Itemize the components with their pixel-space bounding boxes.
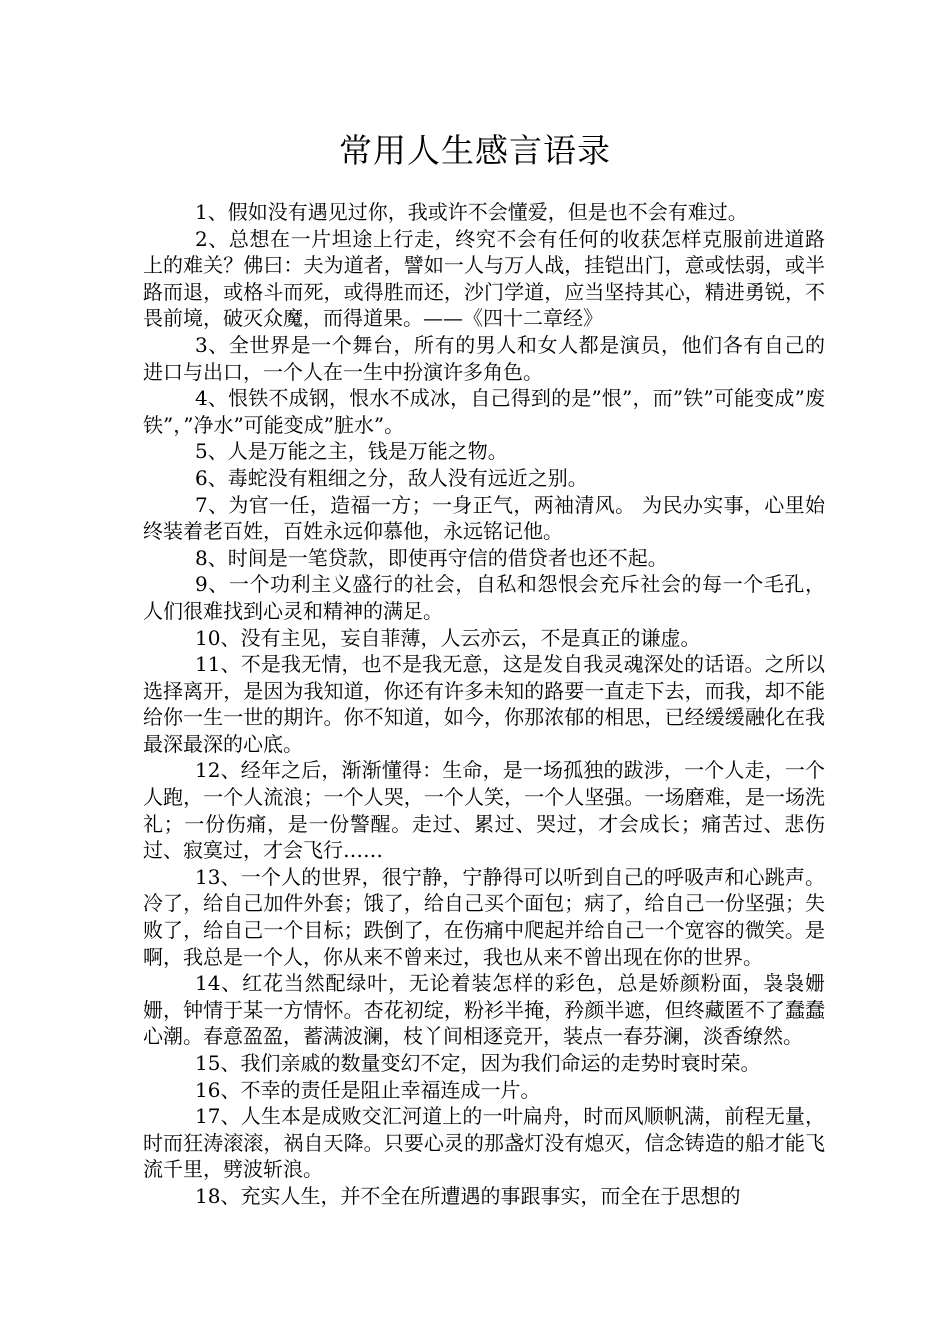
quote-paragraph: 1、假如没有遇见过你，我或许不会懂爱，但是也不会有难过。 xyxy=(195,200,748,224)
quote-paragraph: 5、人是万能之主，钱是万能之物。 xyxy=(195,439,508,464)
quote-paragraph: 10、没有主见，妄自菲薄，人云亦云，不是真正的谦虚。 xyxy=(195,625,701,650)
quote-paragraph: 16、不幸的责任是阻止幸福连成一片。 xyxy=(195,1077,541,1102)
quote-paragraph: 6、毒蛇没有粗细之分，敌人没有远近之别。 xyxy=(195,465,588,490)
quote-paragraph: 9、一个功利主义盛行的社会，自私和怨恨会充斥社会的每一个毛孔，人们很难找到心灵和精神的满足。 xyxy=(143,572,825,623)
document-body xyxy=(143,199,825,1210)
quote-paragraph: 8、时间是一笔贷款，即使再守信的借贷者也还不起。 xyxy=(195,545,668,570)
quote-paragraph: 2、总想在一片坦途上行走，终究不会有任何的收获怎样克服前进道路上的难关？佛曰：夫为道者，譬如一人与万人战，挂铠出门，意或怯弱，或半路而退，或格斗而死，或得胜而还，沙门学道，应当坚持其心，精进勇锐，不畏前境，破灭众魔，而得道果。——《四十二章经》 xyxy=(143,226,825,331)
quote-paragraph: 11、不是我无情，也不是我无意，这是发自我灵魂深处的话语。之所以选择离开，是因为我知道，你还有许多未知的路要一直走下去，而我，却不能给你一生一世的期许。你不知道，如今，你那浓郁的相思，已经缓缓融化在我最深最深的心底。 xyxy=(143,652,825,756)
quote-paragraph: 13、一个人的世界，很宁静，宁静得可以听到自己的呼吸声和心跳声。冷了，给自己加件外套；饿了，给自己买个面包；病了，给自己一份坚强；失败了，给自己一个目标；跌倒了，在伤痛中爬起并给自己一个宽容的微笑。是啊，我总是一个人，你从来不曾来过，我也从来不曾出现在你的世界。 xyxy=(143,864,825,969)
quote-paragraph: 18、充实人生，并不全在所遭遇的事跟事实，而全在于思想的 xyxy=(195,1183,741,1208)
quote-paragraph: 14、红花当然配绿叶，无论着装怎样的彩色，总是娇颜粉面，袅袅姗姗，钟情于某一方情怀。杏花初绽，粉衫半掩，矜颜半遮，但终藏匿不了蠢蠢心潮。春意盈盈，蓄满波澜，枝丫间相逐竞开，装点一春芬澜，淡香缭然。 xyxy=(143,971,825,1049)
quote-paragraph: 15、我们亲戚的数量变幻不定，因为我们命运的走势时衰时荣。 xyxy=(195,1051,761,1075)
quote-paragraph: 12、经年之后，渐渐懂得：生命，是一场孤独的跋涉，一个人走，一个人跑，一个人流浪；一个人哭，一个人笑，一个人坚强。一场磨难，是一场洗礼；一份伤痛，是一份警醒。走过、累过、哭过，才会成长；痛苦过、悲伤过、寂寞过，才会飞行…… xyxy=(143,758,825,863)
quote-paragraph: 17、人生本是成败交汇河道上的一叶扁舟，时而风顺帆满，前程无量，时而狂涛滚滚，祸自天降。只要心灵的那盏灯没有熄灭，信念铸造的船才能飞流千里，劈波斩浪。 xyxy=(143,1104,825,1182)
quote-paragraph: 3、全世界是一个舞台，所有的男人和女人都是演员，他们各有自己的进口与出口，一个人在一生中扮演许多角色。 xyxy=(143,332,825,384)
quote-paragraph: 7、为官一任，造福一方；一身正气，两袖清风。 为民办实事，心里始终装着老百姓，百姓永远仰慕他，永远铭记他。 xyxy=(143,492,825,544)
quote-paragraph: 4、恨铁不成钢，恨水不成冰，自己得到的是”恨”，而”铁”可能变成”废铁”，”净水”可能变成”脏水”。 xyxy=(143,386,825,437)
document-title: 常用人生感言语录 xyxy=(339,131,611,170)
